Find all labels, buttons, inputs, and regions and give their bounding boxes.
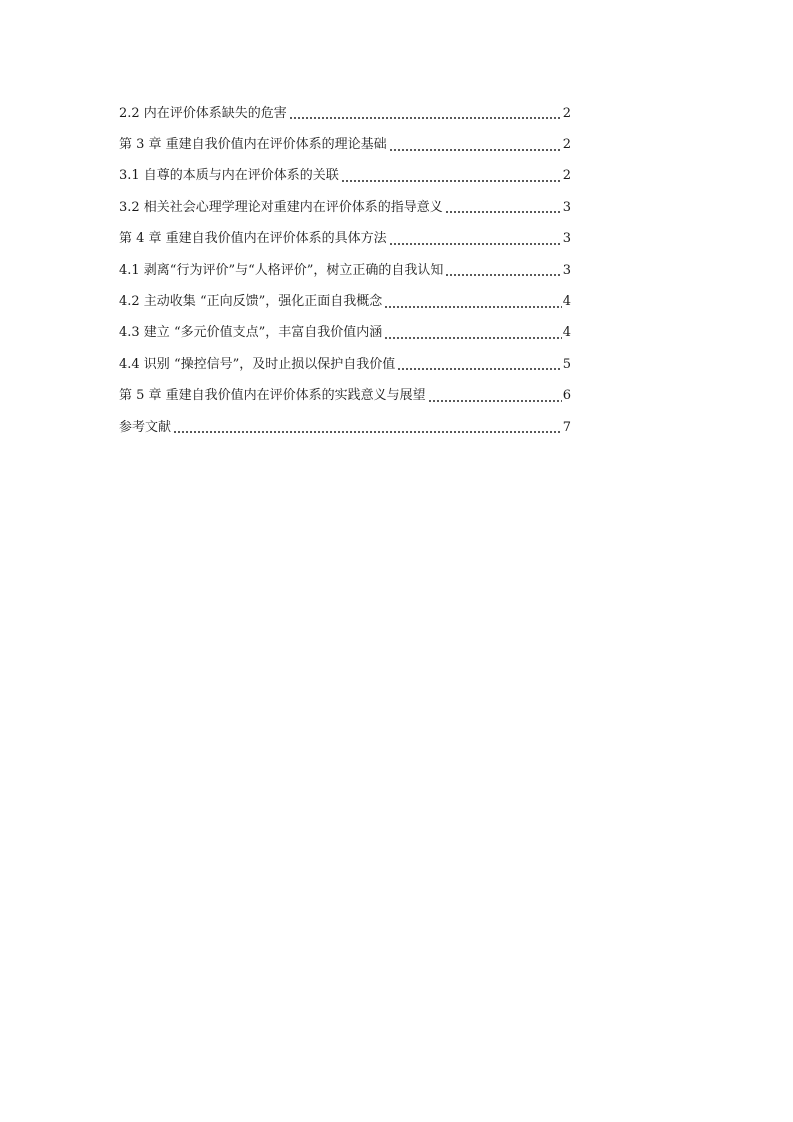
toc-entry-page: 4: [562, 325, 571, 341]
toc-entry-title: 4.2 主动收集 “正向反馈”，强化正面自我概念: [119, 292, 383, 312]
toc-entry[interactable]: [119, 255, 571, 286]
toc-dot-leader: [445, 274, 561, 276]
toc-dot-leader: [384, 306, 561, 308]
toc-dot-leader: [389, 243, 562, 245]
toc-dot-leader: [445, 211, 562, 213]
toc-entry[interactable]: [119, 349, 571, 380]
toc-entry-title: 4.1 剥离“行为评价”与“人格评价”，树立正确的自我认知: [119, 261, 444, 281]
toc-entry-title: 4.4 识别 “操控信号”，及时止损以保护自我价值: [119, 355, 396, 375]
toc-entry-page: 4: [562, 294, 571, 310]
toc-entry-page: 2: [562, 105, 571, 121]
toc-dot-leader: [384, 337, 561, 339]
toc-entry[interactable]: [119, 192, 571, 223]
toc-entry-page: 3: [562, 199, 571, 215]
toc-entry-title: 3.2 相关社会心理学理论对重建内在评价体系的指导意义: [119, 198, 444, 218]
toc-dot-leader: [289, 117, 562, 119]
toc-entry[interactable]: [119, 224, 571, 255]
toc-entry-title: 第 5 章 重建自我价值内在评价体系的实践意义与展望: [119, 386, 427, 406]
toc-entry-title: 3.1 自尊的本质与内在评价体系的关联: [119, 166, 340, 186]
table-of-contents: [119, 98, 571, 443]
toc-entry-title: 第 4 章 重建自我价值内在评价体系的具体方法: [119, 229, 388, 249]
toc-entry[interactable]: [119, 129, 571, 160]
toc-entry[interactable]: [119, 381, 571, 412]
toc-entry-page: 6: [562, 388, 571, 404]
toc-dot-leader: [341, 180, 562, 182]
toc-entry-title: 4.3 建立 “多元价值支点”，丰富自我价值内涵: [119, 323, 383, 343]
toc-entry-page: 3: [562, 231, 571, 247]
toc-entry[interactable]: [119, 98, 571, 129]
toc-entry-title: 第 3 章 重建自我价值内在评价体系的理论基础: [119, 135, 388, 155]
toc-entry-title: 2.2 内在评价体系缺失的危害: [119, 104, 288, 124]
toc-dot-leader: [397, 368, 561, 370]
toc-entry-title: 参考文献: [119, 418, 172, 438]
toc-entry-page: 2: [562, 137, 571, 153]
toc-entry-page: 5: [562, 356, 571, 372]
toc-entry[interactable]: [119, 318, 571, 349]
toc-dot-leader: [428, 400, 562, 402]
toc-entry[interactable]: [119, 161, 571, 192]
toc-entry[interactable]: [119, 412, 571, 443]
toc-dot-leader: [173, 431, 562, 433]
toc-entry-page: 7: [562, 419, 571, 435]
toc-entry-page: 2: [562, 168, 571, 184]
toc-dot-leader: [389, 149, 562, 151]
toc-entry-page: 3: [562, 262, 571, 278]
toc-entry[interactable]: [119, 286, 571, 317]
